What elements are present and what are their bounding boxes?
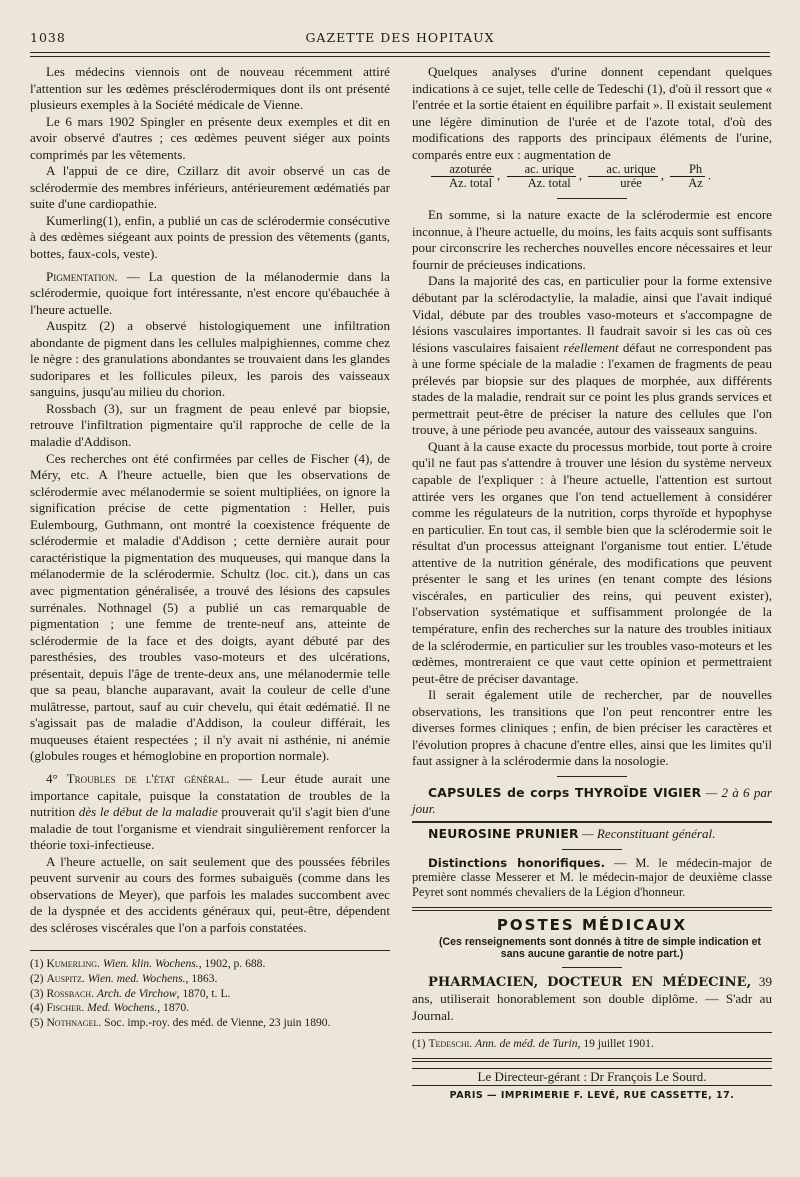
separator-rule <box>562 967 622 968</box>
footnote: (3) Rossbach. Arch. de Virchow, 1870, t. L. <box>30 986 231 1000</box>
paragraph: Kumerling(1), enfin, a publié un cas de sclérodermie consécutive à des œdèmes siégeant aux points de pression des vêtements (gants, bottes, faux-cols, veste). <box>30 212 390 262</box>
paragraph: Les médecins viennois ont de nouveau récemment attiré l'attention sur les œdèmes présclérodermiques dont ils ont présenté plusieurs exemples à la Société médicale de Vienne. <box>30 64 390 113</box>
section-heading: 4° Troubles de l'état général. <box>46 770 230 786</box>
italic-word: réellement <box>563 339 619 355</box>
left-column <box>30 64 390 1030</box>
postes-note: (Ces renseignements sont donnés à titre de simple indication et sans aucune garantie de notre part.) <box>438 935 761 961</box>
separator-rule <box>557 776 627 777</box>
footnote: (1) Kumerling. Wien. klin. Wochens., 1902, p. 688. <box>30 957 266 971</box>
fraction: $\frac{Ph}{Az}$ <box>670 163 705 190</box>
section-text: — Leur étude aurait une importance capitale, puisque la constatation de troubles de la nutrition <box>30 770 390 820</box>
paragraph: Dans la majorité des cas, en particulier pour la forme extensive débutant par la sclérodactylie, la maladie, ainsi que l'avait indiqué Vidal, débute par des troubles vaso-moteurs et s'accompagne de lésions vasculaires importantes. Il faudrait savoir si les cas où ces lésions vasculaires faisaient réellement défaut ne correspondent pas à une forme spéciale de la maladie : l'examen de fragments de peau prélevés par biopsie sur des plaques de morphée, aux différents stades de la maladie, rendrait sur ce point les plus grands services et permettrait peut-être de préciser la nature des cellules que l'on trouve, à une période peu avancée, autour des vaisseaux sanguins. <box>412 273 773 438</box>
paragraph: Rossbach (3), sur un fragment de peau enlevé par biopsie, retrouve l'infiltration pigmentaire qu'il rapproche de celle de la maladie d'Addison. <box>30 400 390 450</box>
paragraph: Auspitz (2) a observé histologiquement une infiltration abondante de pigment dans les cellules malpighiennes, comme chez le nègre : des granulations abondantes se trouvaient dans les glandes sudoripares et les follicules pileux, les parois des vaisseaux sanguins, jusqu'au milieu du chorion. <box>30 318 390 400</box>
fraction: $\frac{\text{azoturée}}{\text{Az. total}}$ <box>431 163 494 190</box>
paragraph: En somme, si la nature exacte de la sclérodermie est encore inconnue, à l'heure actuelle, du moins, les faits acquis sont suffisants pour circonscrire les recherches nouvelles encore nécessaires et leur fournir de précieuses indications. <box>412 207 772 272</box>
pharmacien-notice: PHARMACIEN, DOCTEUR EN MÉDECINE, 39 ans, utiliserait honorablement son double diplôme. — S'adr au Journal. <box>412 973 772 1023</box>
ad-rule <box>412 821 772 823</box>
double-rule <box>412 1058 772 1062</box>
page-header <box>30 30 770 48</box>
page-number: 1038 <box>30 30 66 45</box>
footnote-rule <box>412 1032 772 1033</box>
formula-line: $\frac{\text{azoturée}}{\text{Az. total}}$ , $\frac{\text{ac. urique}}{\text{Az. total}}$ , $\frac{\text{ac. urique}}{\text{urée}}$ , $\frac{Ph}{Az}$ . <box>412 163 772 190</box>
section-heading: Pigmentation. <box>46 268 118 284</box>
footnote-rule <box>30 950 390 951</box>
paragraph: A l'heure actuelle, on sait seulement que des poussées fébriles peuvent survenir au cours des formes subaiguës (comme dans les observations de Meyer), que parfois les malades succombent avec de la dyspnée et des accidents généraux qui, peut-être, dépendent des scléroses viscérales que l'on a parfois constatées. <box>30 853 390 935</box>
paragraph: Il serait également utile de rechercher, par de nouvelles observations, les transitions que l'on peut rencontrer entre les diverses formes cliniques ; enfin, de bien préciser les caractères et l'évolution propres à chacune d'entre elles, ainsi que les limites qu'il faut assigner à la sclérodermie dans la nosologie. <box>412 687 772 769</box>
paragraph: A l'appui de ce dire, Czillarz dit avoir observé un cas de sclérodermie des membres inférieurs, antérieurement œdématiés par suite d'une cardiopathie. <box>30 163 390 212</box>
paragraph: Le 6 mars 1902 Spingler en présente deux exemples et dit en avoir observé d'autres ; ces œdèmes peuvent siéger aux points comprimés par les vêtements. <box>30 113 390 162</box>
header-rule <box>30 52 770 53</box>
imprint-line: PARIS — IMPRIMERIE F. LEVÉ, RUE CASSETTE, 17. <box>449 1090 735 1102</box>
paragraph: Quelques analyses d'urine donnent cependant quelques indications à ce sujet, telle celle de Tedeschi (1), d'où il ressort que « l'entrée et la sortie étaient en équilibre parfait ». Il existait seulement une légère diminution de l'urée et de l'azote total, d'où des modifications des rapports des principaux éléments de l'urine, comparés entre eux : augmentation de <box>412 64 772 162</box>
right-column <box>412 64 772 1105</box>
section-text: — La question de la mélanodermie dans la sclérodermie, quoique fort intéressante, n'est encore qu'ébauchée à l'heure actuelle. <box>30 268 390 317</box>
footnote: (4) Fischer. Med. Wochens., 1870. <box>30 1001 190 1015</box>
footnote: (5) Nothnagel. Soc. imp.-roy. des méd. de Vienne, 23 juin 1890. <box>30 1015 331 1029</box>
header-rule-2 <box>30 56 770 57</box>
fraction: $\frac{\text{ac. urique}}{\text{urée}}$ <box>588 163 657 190</box>
paragraph-troubles <box>30 771 390 854</box>
paragraph: Ces recherches ont été confirmées par celles de Fischer (4), de Méry, etc. A l'heure actuelle, bien que les observations de sclérodermie avec mélanodermie se soient multipliées, on ignore la signification précise de cette pigmentation : Heller, puis Eulembourg, Guthmann, ont montré la coexistence fréquente de sclérodermie et maladie d'Addison ; cette dernière aurait pour caractéristique la pigmentation des muqueuses, qui manque dans la mélanodermie de la sclérodermie. Schultz (loc. cit.), dans un cas avec pigmentation généralisée, a trouvé des lésions des capsules surrénales. Nothnagel (5) a publié un cas remarquable de pigmentation ; une femme de trente-neuf ans, atteinte de sclérodermie de la face et des doigts, ayant débuté par des paresthésies, des troubles vaso-moteurs et des ulcérations, présentait, depuis l'âge de trente-deux ans, une mélanodermie telle que sa peau, blanche auparavant, avait la couleur de celle d'une mulâtresse, partout, sauf au cuir chevelu, qui était œdématié. Il ne s'agissait pas de maladie d'Addison, la couleur différait, les muqueuses étaient respectées ; il n'y avait ni asthénie, ni anémie (globules rouges et hémoglobine en proportion normale). <box>30 450 390 764</box>
italic-phrase: dès le début de la maladie <box>78 804 218 820</box>
director-line: Le Directeur-gérant : Dr François Le Sourd. <box>412 1068 772 1087</box>
fraction: $\frac{\text{ac. urique}}{\text{Az. total}}$ <box>507 163 576 190</box>
ornament-rule <box>562 849 622 850</box>
advertisement-neurosine: NEUROSINE PRUNIER — Reconstituant général. <box>428 825 716 841</box>
double-rule <box>412 907 772 911</box>
journal-title: GAZETTE DES HOPITAUX <box>305 30 495 45</box>
footnote: (1) Tedeschi. Ann. de méd. de Turin, 19 juillet 1901. <box>412 1037 654 1051</box>
footnote: (2) Auspitz. Wien. med. Wochens., 1863. <box>30 972 218 986</box>
section-text: prouverait qu'il s'agit bien d'une maladie de tout l'organisme et viendrait singulièrement renforcer la théorie toxi-infectieuse. <box>30 804 390 853</box>
postes-title: POSTES MÉDICAUX <box>496 916 688 935</box>
distinctions-notice: Distinctions honorifiques. — M. le médecin-major de première classe Messerer et M. le médecin-major de deuxième classe Peyret sont nommés chevaliers de la Légion d'honneur. <box>412 855 772 899</box>
advertisement-capsules: CAPSULES de corps THYROÏDE VIGIER — 2 à 6 par jour. <box>412 784 773 817</box>
paragraph: Quant à la cause exacte du processus morbide, tout porte à croire qu'il ne faut pas s'attendre à trouver une lésion du système nerveux capable de l'expliquer : à l'heure actuelle, l'attention est surtout attirée vers les organes que l'on tend actuellement à considérer comme les régulateurs de la nutrition, corps thyroïde et hypophyse en particulier. En tout cas, il semble bien que la sclérodermie soit le résultat d'un processus atteignant l'organisme tout entier. L'étude attentive de la nutrition générale, des modifications que peuvent présenter le sang et les urines (en tenant compte des lésions viscérales, en particulier des reins, qui peuvent exister), l'observation systématique et suffisamment prolongée de la température, enfin des recherches sur la nature des troubles initiaux de la sclérodermie, en particulier sur les troubles vaso-moteurs et les œdèmes, montreraient ce que vaut cette opinion et permettraient peut-être de préciser davantage. <box>412 438 772 686</box>
separator-rule <box>557 198 627 199</box>
paragraph-pigmentation <box>30 269 390 319</box>
footnotes <box>30 957 390 1030</box>
